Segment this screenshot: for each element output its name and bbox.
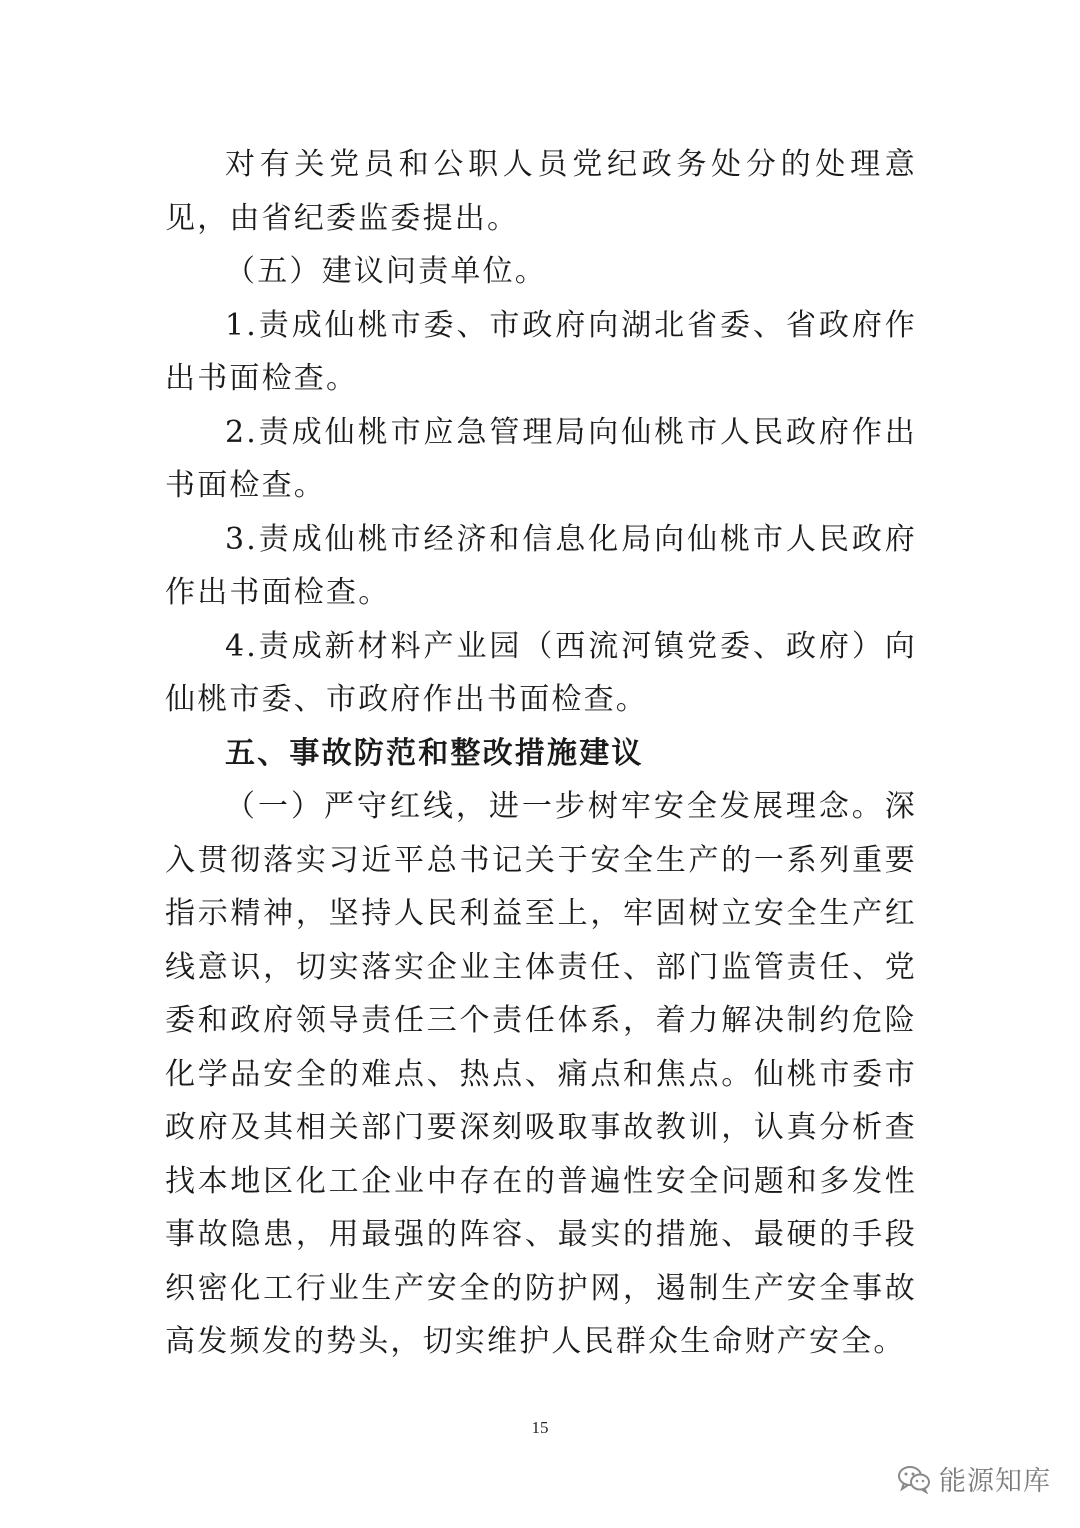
section-heading: 五、事故防范和整改措施建议 <box>225 735 644 771</box>
paragraph-accountability-heading: （五）建议问责单位。 <box>225 254 547 289</box>
paragraph-item-2: 2.责成仙桃市应急管理局向仙桃市人民政府作出书面检查。 <box>165 414 917 503</box>
wechat-icon <box>897 1464 931 1494</box>
paragraph-item-4: 4.责成新材料产业园（西流河镇党委、政府）向仙桃市委、市政府作出书面检查。 <box>165 628 917 717</box>
paragraph-item-3: 3.责成仙桃市经济和信息化局向仙桃市人民政府作出书面检查。 <box>165 521 917 610</box>
document-body <box>165 138 917 1369</box>
watermark <box>897 1459 1051 1498</box>
paragraph-item-1: 1.责成仙桃市委、市政府向湖北省委、省政府作出书面检查。 <box>165 307 917 396</box>
paragraph-disciplinary-opinion: 对有关党员和公职人员党纪政务处分的处理意见，由省纪委监委提出。 <box>165 147 917 236</box>
paragraph-measures: （一）严守红线，进一步树牢安全发展理念。深入贯彻落实习近平总书记关于安全生产的一系列重要指示精神，坚持人民利益至上，牢固树立安全生产红线意识，切实落实企业主体责任、部门监管责任、党委和政府领导责任三个责任体系，着力解决制约危险化学品安全的难点、热点、痛点和焦点。仙桃市委市政府及其相关部门要深刻吸取事故教训，认真分析查找本地区化工企业中存在的普遍性安全问题和多发性事故隐患，用最强的阵容、最实的措施、最硬的手段织密化工行业生产安全的防护网，遏制生产安全事故高发频发的势头，切实维护人民群众生命财产安全。 <box>165 789 917 1359</box>
watermark-text: 能源知库 <box>939 1466 1051 1497</box>
page-number: 15 <box>531 1418 549 1437</box>
